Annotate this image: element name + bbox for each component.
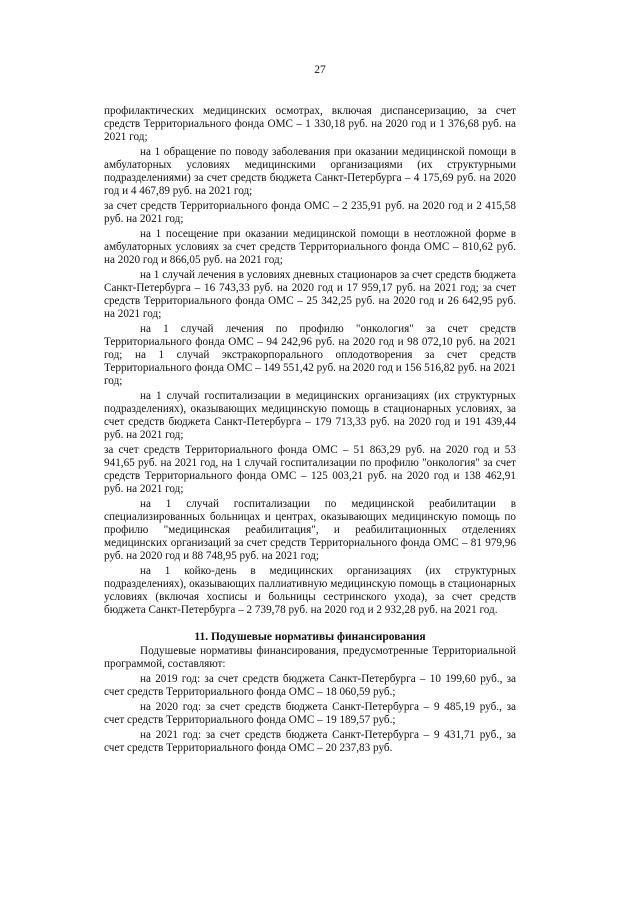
section-paragraph-4: на 2021 год: за счет средств бюджета Санкт-Петербурга – 9 431,71 руб., за счет средств Территориального фонда ОМС – 20 237,83 руб.: [104, 729, 516, 754]
paragraph-1: профилактических медицинских осмотрах, включая диспансеризацию, за счет средств Территориального фонда ОМС – 1 330,18 руб. на 2020 год и 1 376,68 руб. на 2021 год;: [104, 105, 516, 143]
document-body: [104, 105, 516, 757]
paragraph-8: за счет средств Территориального фонда ОМС – 51 863,29 руб. на 2020 год и 53 941,65 руб. на 2021 год, на 1 случай госпитализации по профилю "онкология" за счет средств Территориального фонда ОМС – 125 003,21 руб. на 2020 год и 138 462,91 руб. на 2021 год;: [104, 444, 516, 495]
paragraph-4: на 1 посещение при оказании медицинской помощи в неотложной форме в амбулаторных условиях за счет средств Территориального фонда ОМС – 810,62 руб. на 2020 год и 866,05 руб. на 2021 год;: [104, 228, 516, 266]
paragraph-7: на 1 случай госпитализации в медицинских организациях (их структурных подразделениях), оказывающих медицинскую помощь в стационарных условиях, за счет средств бюджета Санкт-Петербурга – 179 713,33 руб. на 2020 год и 191 439,44 руб. на 2021 год;: [104, 390, 516, 441]
paragraph-6: на 1 случай лечения по профилю "онкология" за счет средств Территориального фонда ОМС – 94 242,96 руб. на 2020 год и 98 072,10 руб. на 2021 год; на 1 случай экстракорпорального оплодотворения за счет средств Территориального фонда ОМС – 149 551,42 руб. на 2020 год и 156 516,82 руб. на 2021 год;: [104, 323, 516, 387]
paragraph-2: на 1 обращение по поводу заболевания при оказании медицинской помощи в амбулаторных условиях медицинскими организациями (их структурными подразделениями) за счет средств бюджета Санкт-Петербурга – 4 175,69 руб. на 2020 год и 4 467,89 руб. на 2021 год;: [104, 146, 516, 197]
section-heading: 11. Подушевые нормативы финансирования: [194, 631, 426, 643]
section-paragraph-3: на 2020 год: за счет средств бюджета Санкт-Петербурга – 9 485,19 руб., за счет средств Территориального фонда ОМС – 19 189,57 руб.;: [104, 701, 516, 726]
paragraph-5: на 1 случай лечения в условиях дневных стационаров за счет средств бюджета Санкт-Петербурга – 16 743,33 руб. на 2020 год и 17 959,17 руб. на 2021 год; за счет средств Территориального фонда ОМС – 25 342,25 руб. на 2020 год и 26 642,95 руб. на 2021 год;: [104, 269, 516, 320]
page-number: 27: [314, 64, 326, 76]
section-paragraph-2: на 2019 год: за счет средств бюджета Санкт-Петербурга – 10 199,60 руб., за счет средств Территориального фонда ОМС – 18 060,59 руб.;: [104, 673, 516, 698]
paragraph-9: на 1 случай госпитализации по медицинской реабилитации в специализированных больницах и центрах, оказывающих медицинскую помощь по профилю "медицинская реабилитация", и реабилитационных отделениях медицинских организаций за счет средств Территориального фонда ОМС – 81 979,96 руб. на 2020 год и 88 748,95 руб. на 2021 год;: [104, 498, 516, 562]
section-paragraph-1: Подушевые нормативы финансирования, предусмотренные Территориальной программой, составляют:: [104, 645, 516, 670]
paragraph-10: на 1 койко-день в медицинских организациях (их структурных подразделениях), оказывающих паллиативную медицинскую помощь в стационарных условиях (включая хосписы и больницы сестринского ухода), за счет средств бюджета Санкт-Петербурга – 2 739,78 руб. на 2020 год и 2 932,28 руб. на 2021 год.: [104, 565, 516, 616]
paragraph-3: за счет средств Территориального фонда ОМС – 2 235,91 руб. на 2020 год и 2 415,58 руб. на 2021 год;: [104, 200, 516, 225]
